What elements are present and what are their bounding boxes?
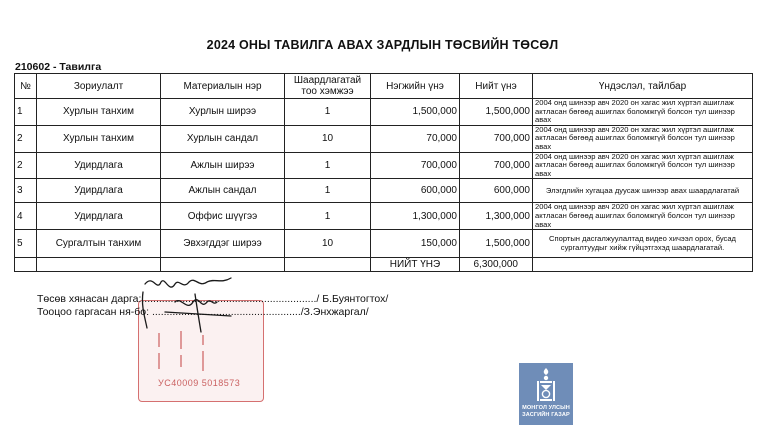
cell-no: 4: [15, 203, 37, 230]
cell-empty: [15, 258, 37, 272]
total-label: НИЙТ ҮНЭ: [371, 258, 460, 272]
cell-unit-price: 700,000: [371, 152, 460, 179]
cell-reason: 2004 онд шинээр авч 2020 он хагас жил хүртэл ашиглаж актласан бөгөөд ашиглах боломжгүй болсон тул шинээр авах: [533, 99, 753, 126]
logo-caption-line1: МОНГОЛ УЛСЫН: [522, 405, 570, 411]
cell-purpose: Удирдлага: [37, 179, 161, 203]
col-header-quantity-line2: тоо хэмжээ: [301, 86, 354, 97]
signature-line-reviewer: Төсөв хянасан дарга:............................................................/ Б.Буянтогтох/: [37, 293, 389, 305]
col-header-purpose: Зориулалт: [37, 74, 161, 99]
table-row: [15, 99, 753, 126]
cell-empty: [285, 258, 371, 272]
cell-reason: 2004 онд шинээр авч 2020 он хагас жил хүртэл ашиглаж актласан бөгөөд ашиглах боломжгүй болсон тул шинээр авах: [533, 152, 753, 179]
cell-empty: [37, 258, 161, 272]
cell-quantity: 1: [285, 203, 371, 230]
cell-unit-price: 150,000: [371, 230, 460, 258]
document-title: 2024 ОНЫ ТАВИЛГА АВАХ ЗАРДЛЫН ТӨСВИЙН ТӨСӨЛ: [206, 38, 559, 52]
total-row: [15, 258, 753, 272]
cell-no: 1: [15, 99, 37, 126]
table-header-row: [15, 74, 753, 99]
col-header-quantity: [285, 74, 371, 99]
cell-material: Оффис шүүгээ: [161, 203, 285, 230]
cell-no: 2: [15, 125, 37, 152]
budget-table: [14, 73, 753, 272]
col-header-reason: Үндэслэл, тайлбар: [533, 74, 753, 99]
cell-empty: [161, 258, 285, 272]
cell-total: 1,500,000: [460, 99, 533, 126]
cell-unit-price: 1,300,000: [371, 203, 460, 230]
cell-purpose: Сургалтын танхим: [37, 230, 161, 258]
cell-reason: Элэгдлийн хугацаа дуусаж шинээр авах шаардлагатай: [533, 179, 753, 203]
cell-quantity: 1: [285, 99, 371, 126]
cell-unit-price: 600,000: [371, 179, 460, 203]
table-row: [15, 203, 753, 230]
cell-purpose: Хурлын танхим: [37, 125, 161, 152]
col-header-no: №: [15, 74, 37, 99]
table-row: [15, 179, 753, 203]
government-logo: [519, 363, 573, 425]
stamp-number: УС40009 5018573: [158, 378, 241, 388]
cell-no: 3: [15, 179, 37, 203]
cell-material: Хурлын сандал: [161, 125, 285, 152]
logo-caption-line2: ЗАСГИЙН ГАЗАР: [522, 412, 570, 418]
cell-total: 700,000: [460, 152, 533, 179]
cell-reason: 2004 онд шинээр авч 2020 он хагас жил хүртэл ашиглаж актласан бөгөөд ашиглах боломжгүй болсон тул шинээр авах: [533, 203, 753, 230]
signature-line-accountant: Тооцоо гаргасан ня-бо: .................................................../З.Энхжаргал/: [37, 306, 369, 318]
cell-total: 600,000: [460, 179, 533, 203]
col-header-material: Материалын нэр: [161, 74, 285, 99]
table-row: [15, 230, 753, 258]
cell-material: Ажлын сандал: [161, 179, 285, 203]
soyombo-emblem-icon: [533, 367, 559, 403]
cell-total: 700,000: [460, 125, 533, 152]
budget-section-code: 210602 - Тавилга: [15, 61, 102, 73]
total-value: 6,300,000: [460, 258, 533, 272]
cell-quantity: 1: [285, 179, 371, 203]
cell-material: Эвхэгддэг ширээ: [161, 230, 285, 258]
cell-purpose: Удирдлага: [37, 152, 161, 179]
cell-purpose: Хурлын танхим: [37, 99, 161, 126]
cell-quantity: 1: [285, 152, 371, 179]
cell-empty: [533, 258, 753, 272]
cell-material: Хурлын ширээ: [161, 99, 285, 126]
cell-no: 2: [15, 152, 37, 179]
col-header-total: Нийт үнэ: [460, 74, 533, 99]
cell-material: Ажлын ширээ: [161, 152, 285, 179]
cell-total: 1,500,000: [460, 230, 533, 258]
col-header-unit-price: Нэгжийн үнэ: [371, 74, 460, 99]
table-row: [15, 125, 753, 152]
cell-purpose: Удирдлага: [37, 203, 161, 230]
table-row: [15, 152, 753, 179]
cell-unit-price: 70,000: [371, 125, 460, 152]
cell-unit-price: 1,500,000: [371, 99, 460, 126]
cell-reason: Спортын дасгалжуулалтад видео хичээл орох, бусад сургалтуудыг хийж гүйцэтгэхэд шаардлагатай.: [533, 230, 753, 258]
cell-quantity: 10: [285, 125, 371, 152]
cell-quantity: 10: [285, 230, 371, 258]
cell-total: 1,300,000: [460, 203, 533, 230]
cell-reason: 2004 онд шинээр авч 2020 он хагас жил хүртэл ашиглаж актласан бөгөөд ашиглах боломжгүй болсон тул шинээр авах: [533, 125, 753, 152]
col-header-quantity-line1: Шаардлагатай: [293, 75, 362, 86]
cell-no: 5: [15, 230, 37, 258]
